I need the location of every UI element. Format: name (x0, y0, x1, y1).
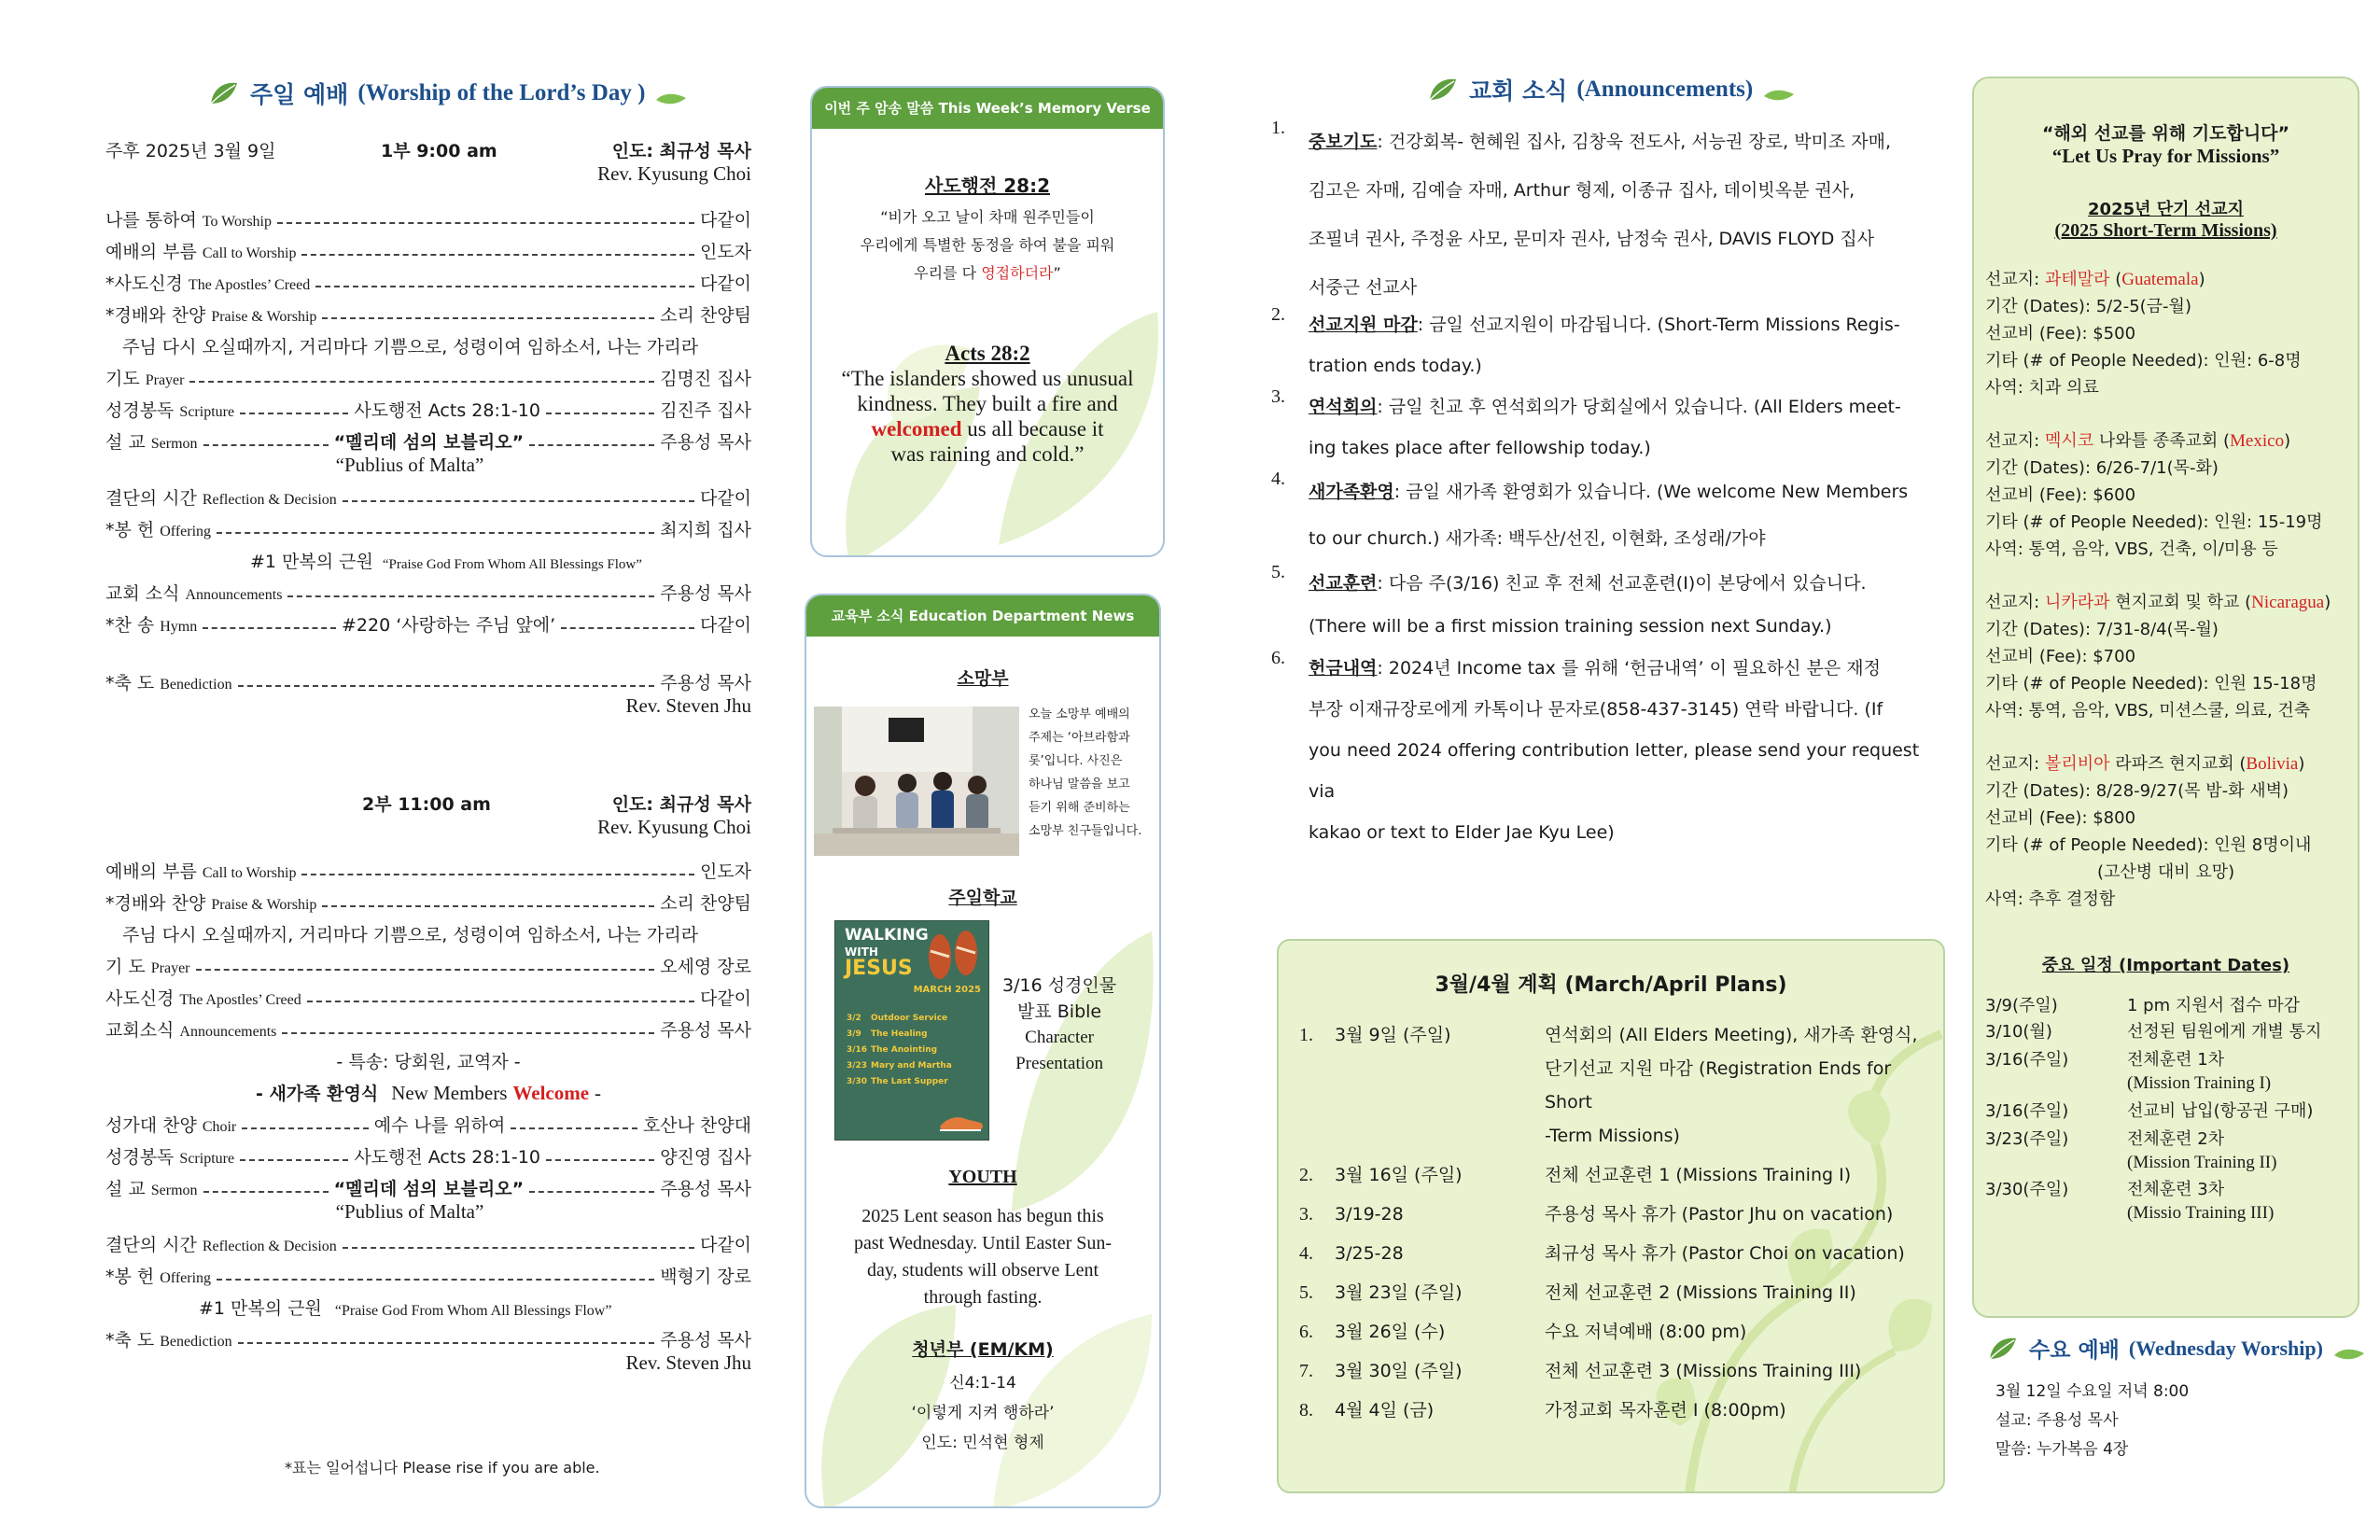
sunday-text: Presentation (1015, 1054, 1104, 1073)
announcement-item: 2. 선교지원 마감: 금일 선교지원이 마감됩니다. (Short-Term Missions Regis- tration ends today.) (1271, 304, 1900, 376)
youth-text: through fasting. (923, 1287, 1043, 1308)
footnote: *표는 일어섭니다 Please rise if you are able. (285, 1459, 600, 1477)
announcement-item: 4. 새가족환영: 금일 새가족 환영회가 있습니다. (We welcome New Members to our church.) 새가족: 백두산/선진, 이현화, 조성래/가야 (1271, 469, 1909, 549)
wednesday-line: 3월 12일 수요일 저녁 8:00 (1995, 1382, 2190, 1401)
somang-text: 오늘 소망부 예배의 (1029, 707, 1130, 721)
order-item: 사도신경 The Apostles’ Creed 다같이 (105, 988, 751, 1009)
somang-title: 소망부 (957, 668, 1009, 689)
announcement-item: 6. 헌금내역: 2024년 Income tax 를 위해 ‘헌금내역’ 이 필요하신 분은 재정 부장 이재규장로에게 카톡이나 문자로(858-437-3145) 연락 바랍니다. (If you need 2024 offering contribution letter, please send your request via kakao or text to Elder Jae Kyu Lee) (1271, 648, 1920, 843)
date-item: 3/16(주일) 선교비 납입(항공권 구매) (1985, 1101, 2314, 1121)
youth-text: past Wednesday. Until Easter Sun- (853, 1233, 1113, 1253)
order-item: 설 교 Sermon “멜리데 섬의 보블리오” 주용성 목사 (105, 1179, 752, 1199)
education-header: 교육부 소식 Education Department News (806, 595, 1159, 637)
wednesday-heading-ko: 수요 예배 (2029, 1338, 2120, 1363)
sandals-icon (923, 929, 983, 981)
young-adult-title: 청년부 (EM/KM) (912, 1339, 1054, 1360)
leader-en: Rev. Kyusung Choi (597, 162, 751, 185)
wednesday-info (1995, 1378, 2189, 1464)
shoe-icon (938, 1106, 985, 1134)
date-item: 3/23(주일) 전체훈련 2차 (Mission Training II) (1985, 1129, 2277, 1172)
date-item: 3/9(주일) 1 pm 지원서 접수 마감 (1985, 996, 2301, 1015)
mission-trip: 선교지: 니카라과 현지교회 및 학교 (Nicaragua) 기간 (Dates): 7/31-8/4(목-월) 선교비 (Fee): $700 기타 (# of People Needed): 인원 15-18명 사역: 통역, 음악, VBS, 미션스쿨, 의료, 건축 (1985, 593, 2331, 721)
leader-en: Rev. Kyusung Choi (597, 816, 751, 838)
leaf-icon (1762, 76, 1796, 104)
wednesday-heading-en: (Wednesday Worship) (2128, 1336, 2323, 1360)
service-time: 1부 9:00 am (381, 141, 497, 161)
announcement-item: 1. 중보기도: 건강회복- 현혜원 집사, 김창욱 전도사, 서능권 장로, 박미조 자매, 김고은 자매, 김예슬 자매, Arthur 형제, 이종규 집사, 데이빗옥분 권사, 조필녀 권사, 주정윤 사모, 문미자 권사, 남정숙 권사, DAVIS FLOYD 집사 서중근 선교사 (1271, 118, 1892, 298)
order-item: *경배와 찬양 Praise & Worship 소리 찬양팀 (105, 893, 751, 914)
service-2 (105, 784, 751, 1378)
leaf-icon (2332, 1335, 2366, 1363)
lyrics: 주님 다시 오실때까지, 거리마다 기쁨으로, 성령이여 임하소서, 나는 가리라 (122, 337, 699, 357)
wednesday-heading (1986, 1333, 2366, 1364)
leaf-icon (1426, 76, 1460, 104)
leaf-icon (654, 79, 688, 107)
order-item: *축 도 Benediction 주용성 목사 (105, 673, 751, 693)
order-item: 예배의 부름 Call to Worship 인도자 (105, 242, 751, 262)
mission-trip: 선교지: 과테말라 (Guatemala) 기간 (Dates): 5/2-5(금-월) 선교비 (Fee): $500 기타 (# of People Needed): 인원: 6-8명 사역: 치과 의료 (1985, 270, 2302, 398)
verse-ko-line: 우리에게 특별한 동정을 하여 불을 피워 (860, 236, 1115, 254)
verse-ko-line: “비가 오고 날이 차매 원주민들이 (880, 208, 1095, 226)
somang-text: 소망부 친구들입니다. (1029, 824, 1142, 838)
somang-text: 하나님 말씀을 보고 (1029, 777, 1130, 791)
service-2-header (105, 784, 751, 816)
order-item: 성가대 찬양 Choir 예수 나를 위하여 호산나 찬양대 (105, 1115, 751, 1136)
announcements-heading-ko: 교회 소식 (1469, 77, 1568, 105)
walking-with-jesus-poster: WALKING WITH JESUS MARCH 2025 3/2 Outdoor Service 3/9 The Healing 3/16 The Anointing 3/23 Mary and Martha 3/30 The Last Supper (834, 920, 989, 1141)
youth-text: 2025 Lent season has begun this (861, 1206, 1104, 1226)
service-1-header (105, 131, 751, 162)
order-item: 기도 Prayer 김명진 집사 (105, 369, 751, 389)
order-item: *찬 송 Hymn #220 ‘사랑하는 주님 앞에’ 다같이 (105, 615, 751, 636)
classroom-photo (814, 707, 1019, 856)
somang-text: 듣기 위해 준비하는 (1029, 801, 1130, 815)
benediction-en: Rev. Steven Jhu (625, 1351, 751, 1374)
announcement-list (1271, 118, 1934, 853)
plan-item: 8. 4월 4일 (금) 가정교회 목자훈련 I (8:00pm) (1299, 1400, 1786, 1421)
service-leader: 인도: 최규성 목사 (611, 794, 751, 815)
plan-item: 3. 3/19-28 주용성 목사 휴가 (Pastor Jhu on vacation) (1299, 1204, 1894, 1225)
date-item: 3/30(주일) 전체훈련 3차 (Missio Training III) (1985, 1180, 2275, 1223)
new-members-welcome: - 새가족 환영식 New Members Welcome - (255, 1082, 602, 1104)
service-1 (105, 131, 751, 721)
lyrics: 주님 다시 오실때까지, 거리마다 기쁨으로, 성령이여 임하소서, 나는 가리라 (122, 925, 699, 945)
short-term-title-en: (2025 Short-Term Missions) (2054, 220, 2277, 241)
memory-verse-header: 이번 주 암송 말씀 This Week’s Memory Verse (812, 88, 1163, 129)
poster-row: 3/16 The Anointing (847, 1045, 938, 1055)
youth-text: day, students will observe Lent (866, 1260, 1099, 1281)
sunday-text: 발표 Bible (1017, 1001, 1102, 1022)
verse-ref-en: Acts 28:2 (945, 342, 1030, 365)
sermon-en: “Publius of Malta” (335, 1200, 484, 1223)
service-leader: 인도: 최규성 목사 (611, 141, 751, 161)
order-item: *봉 헌 Offering 백형기 장로 (105, 1267, 751, 1287)
order-item: 교회소식 Announcements 주용성 목사 (105, 1020, 751, 1041)
date-item: 3/16(주일) 전체훈련 1차 (Mission Training I) (1985, 1050, 2272, 1093)
verse-en-line: welcomed us all because it (871, 417, 1104, 441)
order-item: 기 도 Prayer 오세영 장로 (105, 957, 751, 977)
verse-en-line: “The islanders showed us unusual (841, 367, 1134, 390)
wednesday-line: 말씀: 누가복음 4장 (1995, 1440, 2129, 1459)
plan-item: 5. 3월 23일 (주일) 전체 선교훈련 2 (Missions Training II) (1299, 1282, 1856, 1303)
plan-item: 4. 3/25-28 최규성 목사 휴가 (Pastor Choi on vacation) (1299, 1243, 1905, 1264)
plans-heading: 3월/4월 계획 (March/April Plans) (1435, 973, 1787, 997)
pray-en: “Let Us Pray for Missions” (2051, 145, 2280, 167)
ya-text: 신4:1-14 (949, 1374, 1016, 1393)
somang-text: 롯’입니다. 사진은 (1029, 754, 1123, 768)
sermon-en: “Publius of Malta” (335, 454, 484, 476)
leaf-icon (1986, 1335, 2020, 1363)
important-dates-title: 중요 일정 (Important Dates) (2041, 956, 2290, 975)
wednesday-line: 설교: 주용성 목사 (1995, 1411, 2119, 1430)
order-item: 나를 통하여 To Worship 다같이 (105, 210, 751, 231)
order-item: 설 교 Sermon “멜리데 섬의 보블리오” 주용성 목사 (105, 432, 752, 453)
education-box (805, 594, 1161, 1508)
order-item: *사도신경 The Apostles’ Creed 다같이 (105, 273, 751, 294)
poster-row: 3/30 The Last Supper (847, 1077, 948, 1086)
plans-box (1277, 939, 1945, 1493)
service-date: 주후 2025년 3월 9일 (105, 141, 276, 161)
announcement-item: 5. 선교훈련: 다음 주(3/16) 친교 후 전체 선교훈련(I)이 본당에서 있습니다. (There will be a first mission training session next Sunday.) (1271, 562, 1867, 637)
order-item: 성경봉독 Scripture 사도행전 Acts 28:1-10 김진주 집사 (105, 400, 752, 421)
order-item: 성경봉독 Scripture 사도행전 Acts 28:1-10 양진영 집사 (105, 1147, 752, 1168)
special-song: - 특송: 당회원, 교역자 - (336, 1052, 521, 1072)
worship-heading-en: (Worship of the Lord’s Day ) (357, 80, 646, 105)
verse-en-line: kindness. They built a fire and (857, 392, 1118, 415)
date-item: 3/10(월) 선정된 팀원에게 개별 통지 (1985, 1022, 2322, 1042)
order-item: *봉 헌 Offering 최지희 집사 (105, 520, 751, 540)
doxology: #1 만복의 근원 “Praise God From Whom All Blessings Flow” (199, 1298, 612, 1319)
order-item: 교회 소식 Announcements 주용성 목사 (105, 583, 751, 604)
mission-trip: 선교지: 볼리비아 라파즈 현지교회 (Bolivia) 기간 (Dates): 8/28-9/27(목 밤-화 새벽) 선교비 (Fee): $800 기타 (# of People Needed): 인원 8명이내 (고산병 대비 요망) 사역: 추후 결정함 (1985, 754, 2312, 909)
somang-text: 주제는 ‘아브라함과 (1029, 731, 1130, 745)
plan-item: 1. 3월 9일 (주일) 연석회의 (All Elders Meeting), 새가족 환영식, 단기선교 지원 마감 (Registration Ends for Short -Term Missions) (1299, 1025, 1918, 1146)
order-item: *축 도 Benediction 주용성 목사 (105, 1330, 751, 1351)
youth-title: YOUTH (948, 1167, 1017, 1187)
doxology: #1 만복의 근원 “Praise God From Whom All Blessings Flow” (250, 552, 642, 572)
poster-row: 3/9 The Healing (847, 1029, 928, 1039)
verse-ref-ko: 사도행전 28:2 (925, 175, 1050, 197)
sunday-school-title: 주일학교 (948, 888, 1017, 908)
announcement-item: 3. 연석회의: 금일 친교 후 연석회의가 당회실에서 있습니다. (All Elders meet- ing takes place after fellowship today.) (1271, 386, 1901, 458)
service-time: 2부 11:00 am (362, 794, 491, 815)
short-term-title-ko: 2025년 단기 선교지 (2088, 200, 2244, 219)
worship-heading (207, 77, 688, 110)
sunday-text: 3/16 성경인물 (1002, 975, 1117, 996)
order-item: 결단의 시간 Reflection & Decision 다같이 (105, 488, 751, 509)
memory-verse-box (810, 86, 1165, 557)
order-item: 결단의 시간 Reflection & Decision 다같이 (105, 1235, 751, 1255)
ya-text: ‘이렇게 지켜 행하라’ (911, 1404, 1055, 1422)
plan-item: 6. 3월 26일 (수) 수요 저녁예배 (8:00 pm) (1299, 1322, 1747, 1342)
sunday-text: Character (1025, 1028, 1094, 1047)
verse-ko-line: 우리를 다 영접하더라” (914, 264, 1061, 282)
plan-item: 2. 3월 16일 (주일) 전체 선교훈련 1 (Missions Training I) (1299, 1165, 1852, 1185)
benediction-en: Rev. Steven Jhu (625, 694, 751, 717)
mission-trip: 선교지: 멕시코 나와틀 종족교회 (Mexico) 기간 (Dates): 6/26-7/1(목-화) 선교비 (Fee): $600 기타 (# of People Needed): 인원: 15-19명 사역: 통역, 음악, VBS, 건축, 이/미용 등 (1985, 431, 2323, 559)
missions-panel (1972, 77, 2359, 1318)
plan-item: 7. 3월 30일 (주일) 전체 선교훈련 3 (Missions Training III) (1299, 1361, 1862, 1381)
order-item: *경배와 찬양 Praise & Worship 소리 찬양팀 (105, 305, 751, 326)
worship-heading-ko: 주일 예배 (250, 81, 349, 108)
ya-text: 인도: 민석현 형제 (921, 1434, 1044, 1452)
announcements-heading (1426, 73, 1796, 106)
poster-row: 3/23 Mary and Martha (847, 1061, 952, 1071)
poster-row: 3/2 Outdoor Service (847, 1014, 948, 1023)
announcements-heading-en: (Announcements) (1576, 77, 1754, 102)
order-item: 예배의 부름 Call to Worship 인도자 (105, 861, 751, 882)
pray-ko: “해외 선교를 위해 기도합니다” (2041, 123, 2290, 144)
verse-en-line: was raining and cold.” (890, 442, 1085, 466)
leaf-icon (207, 79, 241, 107)
